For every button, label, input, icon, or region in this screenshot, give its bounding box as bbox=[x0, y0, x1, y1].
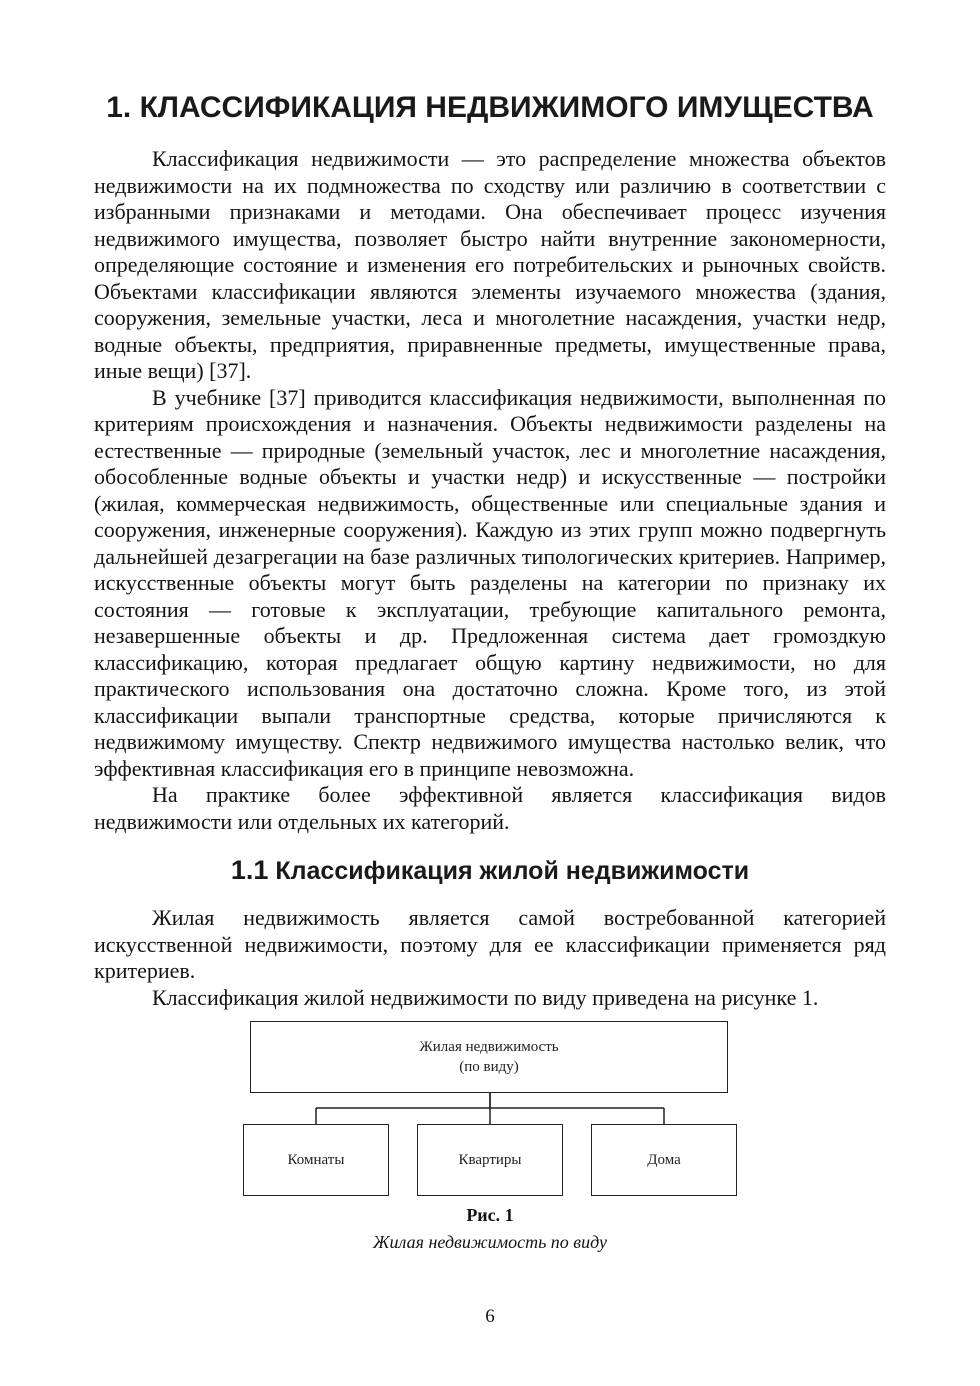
diagram-child-box bbox=[591, 1124, 737, 1196]
diagram-root-box bbox=[250, 1021, 728, 1093]
chapter-title: 1. КЛАССИФИКАЦИЯ НЕДВИЖИМОГО ИМУЩЕСТВА bbox=[106, 91, 874, 124]
paragraph: Классификация жилой недвижимости по виду приведена на рисунке 1. bbox=[152, 984, 819, 1010]
section-title-text: Классификация жилой недвижимости bbox=[275, 857, 750, 885]
child-label: Квартиры bbox=[458, 1152, 522, 1168]
paragraph: Классификация недвижимости — это распределение множества объектов недвижимости на их подмножества по сходству или различию в соответствии с избранными признаками и методами. Она обеспечивает процесс изучения недвижимого имущества, позволяет быстро найти внутренние закономерности, определяющие состояние и изменения его потребительских и рыночных свойств. Объектами классификации являются элементы изучаемого множества (здания, сооружения, земельные участки, леса и многолетние насаждения, участки недр, водные объекты, предприятия, приравненные предметы, имущественные права, иные вещи) [37]. bbox=[94, 146, 886, 383]
child-label: Дома bbox=[647, 1152, 681, 1168]
root-label: Жилая недвижимость bbox=[419, 1039, 559, 1055]
child-label: Комнаты bbox=[287, 1152, 345, 1168]
paragraph: На практике более эффективной является классификация видов недвижимости или отдельных их категорий. bbox=[94, 782, 886, 834]
diagram-child-box bbox=[243, 1124, 389, 1196]
page-number: 6 bbox=[485, 1306, 495, 1327]
paragraph: В учебнике [37] приводится классификация недвижимости, выполненная по критериям происхождения и назначения. Объекты недвижимости разделены на естественные — природные (земельный участок, лес и многолетние насаждения, обособленные водные объекты и участки недр) и искусственные — постройки (жилая, коммерческая недвижимость, общественные или специальные здания и сооружения, инженерные сооружения). Каждую из этих групп можно подвергнуть дальнейшей дезагрегации на базе различных типологических критериев. Например, искусственные объекты могут быть разделены на категории по признаку их состояния — готовые к эксплуатации, требующие капитального ремонта, незавершенные объекты и др. Предложенная система дает громоздкую классификацию, которая предлагает общую картину недвижимости, но для практического использования она достаточно сложна. Кроме того, из этой классификации выпали транспортные средства, которые причисляются к недвижимому имуществу. Спектр недвижимого имущества настолько велик, что эффективная классификация его в принципе невозможна. bbox=[94, 384, 886, 781]
section-number: 1.1 bbox=[230, 855, 269, 885]
figure-number: Рис. 1 bbox=[466, 1205, 514, 1225]
paragraph: Жилая недвижимость является самой востребованной категорией искусственной недвижимости, поэтому для ее классификации применяется ряд критериев. bbox=[94, 905, 886, 983]
figure-caption: Жилая недвижимость по виду bbox=[373, 1232, 607, 1252]
root-sublabel: (по виду) bbox=[459, 1059, 519, 1075]
diagram-child-box bbox=[417, 1124, 563, 1196]
